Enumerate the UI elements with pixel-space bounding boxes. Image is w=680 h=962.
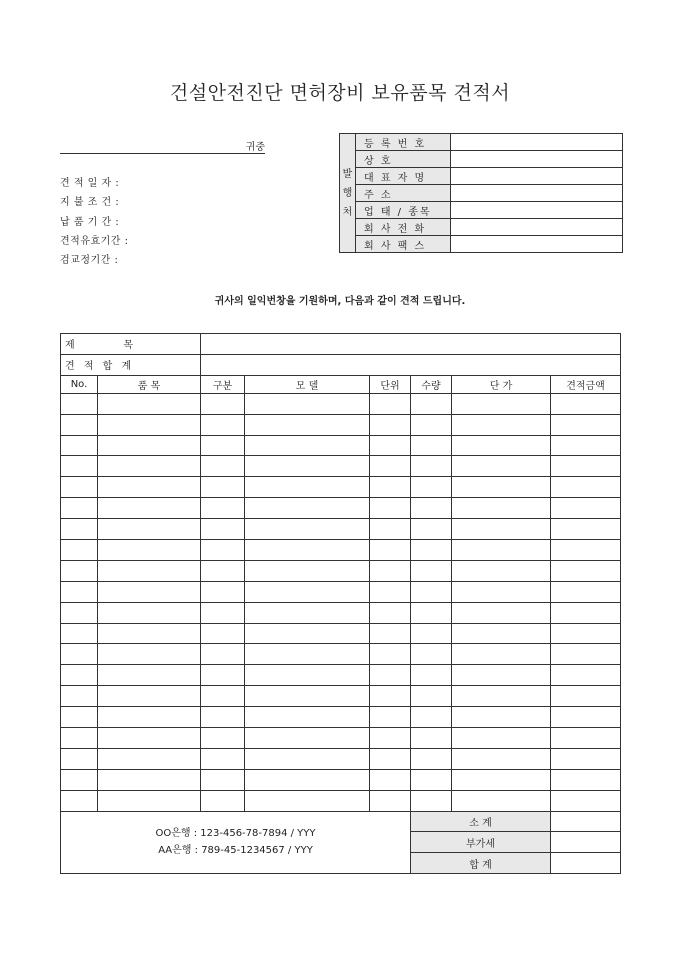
table-cell[interactable] [551, 393, 621, 414]
table-cell[interactable] [245, 707, 370, 728]
table-cell[interactable] [452, 748, 551, 769]
table-cell[interactable] [452, 560, 551, 581]
table-cell[interactable] [61, 602, 98, 623]
recipient-suffix: 귀중 [245, 142, 265, 153]
subject-label-text [65, 336, 133, 351]
column-header-row [61, 375, 621, 393]
issuer-field-value[interactable] [451, 202, 623, 219]
table-cell[interactable] [370, 769, 411, 790]
issuer-field-label: 대 표 자 명 [356, 168, 451, 185]
table-cell[interactable] [370, 560, 411, 581]
table-cell[interactable] [411, 435, 452, 456]
table-cell[interactable] [551, 644, 621, 665]
table-cell[interactable] [245, 581, 370, 602]
issuer-row [340, 202, 623, 219]
table-cell[interactable] [411, 393, 452, 414]
table-cell[interactable] [370, 665, 411, 686]
table-cell[interactable] [551, 707, 621, 728]
table-cell[interactable] [370, 477, 411, 498]
table-cell[interactable] [411, 623, 452, 644]
table-cell[interactable] [411, 540, 452, 561]
subject-label-char: 목 [123, 340, 133, 352]
table-cell[interactable] [370, 790, 411, 811]
table-cell[interactable] [245, 393, 370, 414]
table-cell[interactable] [411, 581, 452, 602]
column-header: 구분 [201, 375, 245, 393]
table-cell[interactable] [245, 665, 370, 686]
summary-value[interactable] [551, 832, 621, 853]
table-cell[interactable] [245, 477, 370, 498]
table-cell[interactable] [245, 769, 370, 790]
table-cell[interactable] [61, 414, 98, 435]
table-cell[interactable] [452, 769, 551, 790]
table-row [61, 665, 621, 686]
table-cell[interactable] [411, 519, 452, 540]
table-cell[interactable] [98, 414, 201, 435]
quote-date-label: 견 적 일 자 : [60, 178, 120, 189]
table-cell[interactable] [411, 644, 452, 665]
table-cell[interactable] [98, 560, 201, 581]
column-header: 수량 [411, 375, 452, 393]
table-row [61, 435, 621, 456]
table-row [61, 414, 621, 435]
table-cell[interactable] [551, 602, 621, 623]
table-cell[interactable] [452, 477, 551, 498]
issuer-field-label: 상 호 [356, 151, 451, 168]
table-cell[interactable] [245, 414, 370, 435]
summary-label: 부가세 [411, 832, 551, 853]
issuer-field-value[interactable] [451, 219, 623, 236]
table-cell[interactable] [452, 519, 551, 540]
table-cell[interactable] [61, 748, 98, 769]
table-cell[interactable] [201, 665, 245, 686]
table-row [61, 477, 621, 498]
table-row [61, 498, 621, 519]
issuer-row [340, 134, 623, 151]
table-cell[interactable] [551, 498, 621, 519]
table-cell[interactable] [245, 644, 370, 665]
table-cell[interactable] [411, 602, 452, 623]
issuer-table [339, 133, 623, 253]
table-cell[interactable] [452, 602, 551, 623]
summary-label: 합 계 [411, 853, 551, 874]
table-cell[interactable] [61, 519, 98, 540]
issuer-field-label: 등 록 번 호 [356, 134, 451, 151]
table-cell[interactable] [201, 602, 245, 623]
table-row [61, 769, 621, 790]
column-header: 단 가 [452, 375, 551, 393]
table-cell[interactable] [201, 790, 245, 811]
table-cell[interactable] [452, 644, 551, 665]
subject-label-char: 제 [65, 340, 75, 352]
delivery-period-label: 납 품 기 간 : [60, 216, 120, 228]
table-cell[interactable] [245, 519, 370, 540]
table-cell[interactable] [201, 707, 245, 728]
table-cell[interactable] [370, 748, 411, 769]
table-cell[interactable] [370, 728, 411, 749]
issuer-field-value[interactable] [451, 151, 623, 168]
table-cell[interactable] [98, 456, 201, 477]
table-row [61, 540, 621, 561]
table-cell[interactable] [551, 581, 621, 602]
table-cell[interactable] [201, 519, 245, 540]
table-cell[interactable] [245, 728, 370, 749]
table-cell[interactable] [452, 540, 551, 561]
table-cell[interactable] [452, 707, 551, 728]
issuer-side-char: 발 [342, 168, 353, 180]
table-cell[interactable] [61, 707, 98, 728]
table-cell[interactable] [551, 519, 621, 540]
subject-value[interactable] [201, 334, 621, 355]
issuer-side-label [340, 134, 356, 253]
column-header: 단위 [370, 375, 411, 393]
bank-account-line: OO은행 : 123-456-78-7894 / YYY [155, 828, 316, 840]
table-cell[interactable] [411, 728, 452, 749]
table-cell[interactable] [201, 540, 245, 561]
table-cell[interactable] [201, 581, 245, 602]
table-cell[interactable] [201, 644, 245, 665]
table-cell[interactable] [551, 560, 621, 581]
table-cell[interactable] [411, 769, 452, 790]
table-cell[interactable] [61, 560, 98, 581]
issuer-row [340, 219, 623, 236]
table-cell[interactable] [98, 644, 201, 665]
table-cell[interactable] [61, 665, 98, 686]
table-row [61, 393, 621, 414]
column-header: 품 목 [98, 375, 201, 393]
table-cell[interactable] [370, 435, 411, 456]
table-cell[interactable] [370, 393, 411, 414]
table-row [61, 623, 621, 644]
table-row [61, 748, 621, 769]
table-cell[interactable] [98, 393, 201, 414]
table-cell[interactable] [452, 623, 551, 644]
table-cell[interactable] [201, 728, 245, 749]
table-cell[interactable] [245, 623, 370, 644]
table-cell[interactable] [551, 456, 621, 477]
table-cell[interactable] [61, 769, 98, 790]
table-cell[interactable] [551, 435, 621, 456]
column-header: No. [61, 375, 98, 393]
table-cell[interactable] [370, 540, 411, 561]
table-cell[interactable] [370, 602, 411, 623]
table-cell[interactable] [98, 581, 201, 602]
table-cell[interactable] [201, 748, 245, 769]
table-cell[interactable] [411, 560, 452, 581]
issuer-field-label: 주 소 [356, 185, 451, 202]
table-cell[interactable] [370, 707, 411, 728]
issuer-field-label: 업 태 / 종목 [356, 202, 451, 219]
subject-label [61, 334, 201, 355]
issuer-field-value[interactable] [451, 236, 623, 253]
issuer-field-value[interactable] [451, 168, 623, 185]
table-cell[interactable] [452, 393, 551, 414]
table-cell[interactable] [245, 498, 370, 519]
table-cell[interactable] [411, 477, 452, 498]
table-cell[interactable] [551, 728, 621, 749]
table-cell[interactable] [411, 414, 452, 435]
table-cell[interactable] [245, 435, 370, 456]
table-cell[interactable] [201, 393, 245, 414]
table-cell[interactable] [370, 686, 411, 707]
table-cell[interactable] [61, 456, 98, 477]
payment-terms-label: 지 불 조 건 : [60, 197, 120, 209]
table-cell[interactable] [98, 769, 201, 790]
table-row [61, 581, 621, 602]
document-title: 건설안전진단 면허장비 보유품목 견적서 [169, 82, 511, 104]
table-cell[interactable] [411, 456, 452, 477]
table-cell[interactable] [245, 456, 370, 477]
greeting-text: 귀사의 일익번창을 기원하며, 다음과 같이 견적 드립니다. [214, 296, 466, 307]
table-cell[interactable] [551, 769, 621, 790]
summary-row [61, 811, 621, 832]
total-label: 견 적 합 계 [61, 354, 201, 375]
table-cell[interactable] [98, 707, 201, 728]
table-cell[interactable] [98, 790, 201, 811]
table-cell[interactable] [61, 540, 98, 561]
table-cell[interactable] [452, 498, 551, 519]
table-cell[interactable] [98, 665, 201, 686]
table-cell[interactable] [411, 707, 452, 728]
table-cell[interactable] [551, 540, 621, 561]
table-row [61, 644, 621, 665]
table-cell[interactable] [452, 414, 551, 435]
issuer-side-char: 처 [342, 206, 353, 218]
table-cell[interactable] [201, 414, 245, 435]
issuer-field-label: 회 사 팩 스 [356, 236, 451, 253]
table-row [61, 707, 621, 728]
table-cell[interactable] [61, 728, 98, 749]
table-cell[interactable] [61, 477, 98, 498]
summary-value[interactable] [551, 853, 621, 874]
table-cell[interactable] [370, 581, 411, 602]
table-cell[interactable] [452, 790, 551, 811]
summary-label: 소 계 [411, 811, 551, 832]
quote-info-labels [60, 174, 129, 270]
table-cell[interactable] [411, 686, 452, 707]
table-cell[interactable] [245, 790, 370, 811]
table-cell[interactable] [452, 435, 551, 456]
table-cell[interactable] [452, 456, 551, 477]
column-header: 모 델 [245, 375, 370, 393]
table-cell[interactable] [61, 393, 98, 414]
table-cell[interactable] [98, 477, 201, 498]
recipient-line [60, 136, 265, 154]
table-cell[interactable] [370, 456, 411, 477]
table-cell[interactable] [98, 686, 201, 707]
table-cell[interactable] [551, 790, 621, 811]
table-cell[interactable] [411, 498, 452, 519]
quote-table [60, 333, 621, 874]
table-cell[interactable] [370, 498, 411, 519]
table-cell[interactable] [411, 790, 452, 811]
table-row [61, 790, 621, 811]
table-cell[interactable] [201, 477, 245, 498]
bank-account-line: AA은행 : 789-45-1234567 / YYY [158, 845, 313, 857]
table-cell[interactable] [411, 665, 452, 686]
calibration-period-label: 검교정기간 : [60, 255, 119, 267]
table-cell[interactable] [245, 540, 370, 561]
table-cell[interactable] [551, 623, 621, 644]
table-row [61, 686, 621, 707]
table-cell[interactable] [370, 519, 411, 540]
table-cell[interactable] [61, 686, 98, 707]
issuer-field-value[interactable] [451, 134, 623, 151]
table-cell[interactable] [201, 769, 245, 790]
summary-value[interactable] [551, 811, 621, 832]
table-cell[interactable] [201, 623, 245, 644]
table-cell[interactable] [98, 498, 201, 519]
total-value[interactable] [201, 354, 621, 375]
table-cell[interactable] [61, 644, 98, 665]
table-cell[interactable] [201, 498, 245, 519]
table-cell[interactable] [61, 790, 98, 811]
issuer-row [340, 185, 623, 202]
column-header: 견적금액 [551, 375, 621, 393]
table-cell[interactable] [370, 644, 411, 665]
table-cell[interactable] [370, 623, 411, 644]
table-cell[interactable] [452, 686, 551, 707]
issuer-field-value[interactable] [451, 185, 623, 202]
table-cell[interactable] [452, 665, 551, 686]
table-row [61, 560, 621, 581]
issuer-side-char: 행 [342, 187, 353, 199]
quote-validity-label: 견적유효기간 : [60, 235, 129, 247]
table-cell[interactable] [61, 498, 98, 519]
table-cell[interactable] [452, 728, 551, 749]
table-cell[interactable] [201, 456, 245, 477]
table-cell[interactable] [245, 560, 370, 581]
table-cell[interactable] [245, 602, 370, 623]
table-cell[interactable] [98, 602, 201, 623]
table-cell[interactable] [411, 748, 452, 769]
table-cell[interactable] [61, 623, 98, 644]
table-cell[interactable] [201, 686, 245, 707]
table-row [61, 728, 621, 749]
bank-info [61, 811, 411, 874]
table-cell[interactable] [201, 435, 245, 456]
table-cell[interactable] [98, 623, 201, 644]
table-row [61, 519, 621, 540]
table-cell[interactable] [61, 581, 98, 602]
table-cell[interactable] [98, 748, 201, 769]
issuer-field-label: 회 사 전 화 [356, 219, 451, 236]
table-cell[interactable] [551, 477, 621, 498]
table-cell[interactable] [551, 686, 621, 707]
issuer-row [340, 236, 623, 253]
table-cell[interactable] [551, 748, 621, 769]
table-cell[interactable] [551, 665, 621, 686]
table-cell[interactable] [98, 540, 201, 561]
table-row [61, 602, 621, 623]
table-cell[interactable] [551, 414, 621, 435]
table-cell[interactable] [98, 728, 201, 749]
table-row [61, 456, 621, 477]
table-cell[interactable] [245, 686, 370, 707]
table-cell[interactable] [98, 519, 201, 540]
issuer-row [340, 168, 623, 185]
issuer-row [340, 151, 623, 168]
table-cell[interactable] [61, 435, 98, 456]
table-cell[interactable] [98, 435, 201, 456]
table-cell[interactable] [452, 581, 551, 602]
table-cell[interactable] [370, 414, 411, 435]
table-cell[interactable] [201, 560, 245, 581]
table-cell[interactable] [245, 748, 370, 769]
